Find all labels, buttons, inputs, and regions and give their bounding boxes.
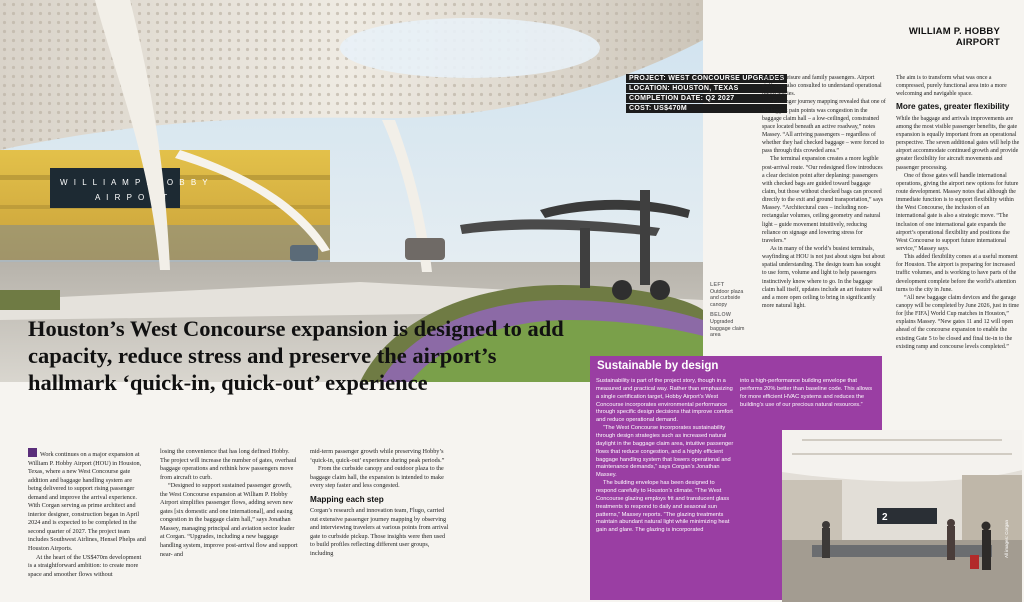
tag-project: PROJECT: WEST CONCOURSE UPGRADES (626, 74, 787, 83)
sidebar-a-para-1: Sustainability is part of the project story, though in a measured and practical way. Rather than emphasizing a single certification target, Hobby Airport’s West Concourse incorporates environmental performance through specific design decisions that improve comfort and reduce operational demand. (596, 378, 733, 424)
tag-cost: COST: US$470M (626, 104, 787, 113)
tag-completion: COMPLETION DATE: Q2 2027 (626, 94, 787, 103)
photo-captions (710, 282, 748, 339)
col1-para-2: At the heart of the US$470m development is a straightforward ambition: to create more space and smoother flows without (28, 553, 142, 578)
col5-para-3: One of those gates will handle international operations, giving the airport new options for future route development. Massey notes that although the immediate function is to support flexibility within the West Concourse, the inclusion of an international gate is also a strategic move. “The inclusion of one international gate expands the airport’s operational flexibility and positions the West Concourse to support future international service,” Massey says. (896, 172, 1019, 252)
caption-below-text: Upgraded baggage claim area (710, 319, 745, 339)
col1-para-1-text: Work continues on a major expansion at William P. Hobby Airport (HOU) in Houston, Texas, where a new West Concourse gate addition and baggage handling system are being delivered to support rising passenger demand and improve the arrival experience. With Corgan serving as prime architect and interior designer, construction began in April 2024 and is expected to be completed in the second quarter of 2027. The project team includes Southwest Airlines, Hensel Phelps and Houston Airports. (28, 451, 146, 553)
col3-para-3: Corgan’s research and innovation team, Flugo, carried out extensive passenger journey mapping by observing and interviewing travelers at various points from arrival gate to curbside pickup. Those insights were then used to build profiles reflecting different user groups, including (310, 507, 449, 557)
col2-para-2: “Designed to support sustained passenger growth, the West Concourse expansion at William P. Hobby Airport simplifies passenger flows, adding seven new gates [six domestic and one international], and easing congestion in the baggage claim hall,” says Jonathan Massey, managing principal and aviation sector leader at Corgan. “Upgrades, including a new baggage handling system, improve post-arrival flow and support near- and (160, 482, 298, 558)
sidebar-column-b (740, 378, 876, 438)
caption-left-text: Outdoor plaza and curbside canopy (710, 288, 744, 308)
subhead-mapping: Mapping each step (310, 494, 384, 504)
sidebar-b-para-1: into a high-performance building envelope that performs 20% better than baseline code. This allows for more efficient HVAC systems and reduces the building’s use of our precious natural resources.” (740, 378, 873, 408)
body-column-4 (762, 74, 886, 356)
caption-below-label: BELOW (710, 312, 732, 319)
col3-para-1: mid-term passenger growth while preserving Hobby’s ‘quick-in, quick-out’ experience during peak periods.” (310, 448, 445, 464)
sidebar-title: Sustainable by design (597, 360, 719, 372)
col4-para-4: As in many of the world’s busiest terminals, wayfinding at HOU is not just about signs but about spatial understanding. The design team has sought to use form, volume and light to help passengers instinctively know where to go. In the baggage claim hall itself, updates include an art feature wall and a more open ceiling to bring in significantly more natural light. (762, 245, 885, 309)
baggage-claim-photo (782, 430, 1022, 602)
article-headline: Houston’s West Concourse expansion is designed to add capacity, reduce stress and preserve the airport’s hallmark ‘quick-in, quick-out’ experience (28, 316, 564, 395)
claim-sign-number: 2 (882, 512, 888, 523)
col5-para-1: The aim is to transform what was once a compressed, purely functional area into a more welcoming and navigable space. (896, 75, 1007, 98)
sidebar-column-a (596, 378, 736, 598)
tag-location: LOCATION: HOUSTON, TEXAS (626, 84, 787, 93)
col1-para-1 (28, 448, 146, 554)
photo-credit: All images: Corgan (1004, 520, 1009, 559)
sidebar-a-para-3: The building envelope has been designed to respond carefully to Houston’s climate. “The West Concourse glazing employs frit and translucent glass treatments to respond to daily and seasonal sun patterns,” Massey reports. “The glazing treatments maintain abundant natural light while minimizing heat gain and glare. The glazing is incorporated (596, 480, 730, 534)
body-column-2 (160, 448, 300, 598)
body-column-5 (896, 74, 1020, 430)
col5-para-4: This added flexibility comes at a useful moment for Houston. The airport is preparing for increased traffic volumes, and is working to have parts of the development complete before the world’s attention turns to the city in June. (896, 254, 1018, 293)
col3-para-2: From the curbside canopy and outdoor plaza to the baggage claim hall, the expansion is intended to make every step faster and less congested. (310, 465, 444, 490)
sidebar-a-para-2: “The West Concourse incorporates sustainability through design strategies such as increased natural daylight in the baggage claim area, intuitive passenger flows that reduce congestion, and a highly efficient baggage handling system that lowers operational and maintenance demands,” says Corgan’s Jonathan Massey. (596, 425, 734, 479)
caption-left-label: LEFT (710, 282, 725, 288)
col2-para-1: losing the convenience that has long defined Hobby. The project will increase the number of gates, overhaul baggage operations and rethink how passengers move from aircraft to curb. (160, 448, 297, 481)
body-column-1 (28, 448, 146, 598)
col4-para-2: “Passenger journey mapping revealed that one of the biggest pain points was congestion in the baggage claim hall – a low-ceilinged, constrained space located beneath an active roadway,” notes Massey. “All arriving passengers – regardless of whether they had checked baggage – were forced to pass through this crowded area.” (762, 99, 886, 155)
dropcap-square-icon (28, 448, 37, 457)
baggage-claim-illustration (782, 430, 1022, 602)
col4-para-3: The terminal expansion creates a more legible post-arrival route. “Our redesigned flow introduces a clear decision point after deplaning: passengers with checked bags are guided toward baggage claim, but those without checked bags can proceed directly to the exit and ground transportation,” says Massey. “Architectural cues – including non-rectangular volumes, ceiling geometry and natural light – guide movement intuitively, reducing reliance on signage and lowering stress for travelers.” (762, 156, 884, 244)
body-column-3 (310, 448, 450, 598)
running-header-right: WILLIAM P. HOBBY AIRPORT (908, 26, 1000, 48)
sign-line-2: A I R P O R T (95, 193, 170, 202)
subhead-more-gates: More gates, greater flexibility (896, 102, 1010, 112)
col5-para-2: While the baggage and arrivals improvements are among the most visible passenger benefits, the gate expansion is equally important from an operational perspective. The seven additional gates will help the airport accommodate continued growth and provide greater flexibility for aircraft movements and passenger processing. (896, 115, 1020, 171)
col5-para-5: “All new baggage claim devices and the garage canopy will be completed by June 2026, just in time for [the FIFA] World Cup matches in Houston,” explains Massey. “New gates 11 and 12 will open ahead of the concourse expansion to enable the existing Gate 5 to be closed and final tie-in to the existing ramp and concourse levels completed.” (896, 294, 1020, 350)
col4-para-1: business, leisure and family passengers. Airport staff were also consulted to understand operational inefficiencies. (762, 75, 882, 98)
sign-line-1: W I L L I A M P . H O B B Y (60, 178, 210, 187)
